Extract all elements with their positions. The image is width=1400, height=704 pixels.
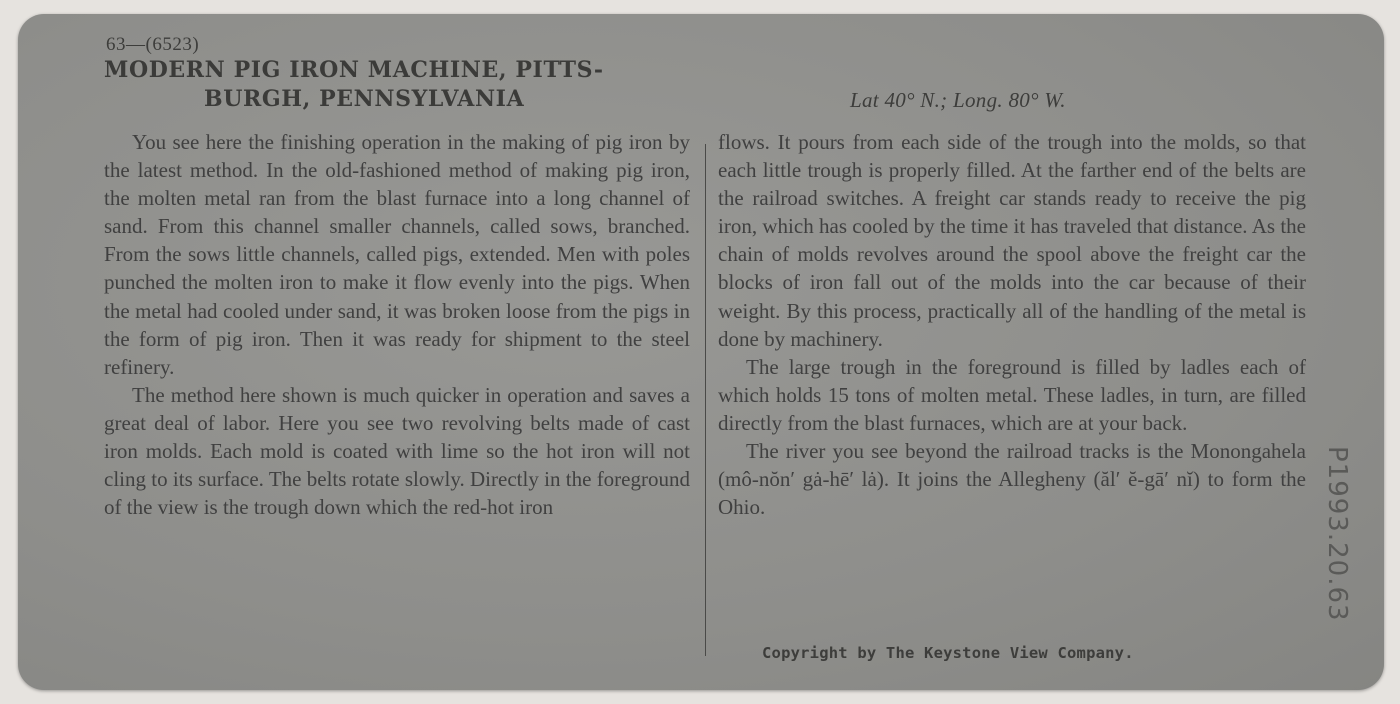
paragraph: The large trough in the foreground is filled by ladles each of which holds 15 tons of molten metal. These ladles, in turn, are filled directly from the blast furnaces, which are at your back. [718,354,1306,435]
coordinates: Lat 40° N.; Long. 80° W. [850,88,1066,112]
paragraph: The method here shown is much quicker in operation and saves a great deal of labor. Here you see two revolving belts made of cast iron molds. Each mold is coated with lime so the hot iron will not cling to its surface. The belts rotate slowly. Directly in the foreground of the view is the trough down which the red-hot iron [104,382,690,520]
paragraph: flows. It pours from each side of the trough into the molds, so that each little trough is properly filled. At the farther end of the belts are the railroad switches. A freight car stands ready to receive the pig iron, which has cooled by the time it has traveled that distance. As the chain of molds revolves around the spool above the freight car the blocks of iron fall out of the molds into the car because of their weight. By this process, practically all of the handling of the metal is done by machinery. [718,130,1306,351]
left-text-column [104,128,690,521]
right-text-column [718,128,1306,521]
column-divider [705,144,706,656]
paragraph: You see here the finishing operation in the making of pig iron by the latest method. In the old-fashioned method of making pig iron, the molten metal ran from the blast furnace into a long channel of sand. From this channel smaller channels, called sows, branched. From the sows little channels, called pigs, extended. Men with poles punched the molten iron to make it flow evenly into the pigs. When the metal had cooled under sand, it was broken loose from the pigs in the form of pig iron. Then it was ready for shipment to the steel refinery. [104,130,690,379]
title-line-1: MODERN PIG IRON MACHINE, PITTS- [104,57,604,83]
copyright-line: Copyright by The Keystone View Company. [762,644,1134,662]
accession-number: P1993.20.63 [1322,446,1352,622]
paragraph: The river you see beyond the railroad tracks is the Monongahela (mô-nŏn′ gȧ-hē′ lȧ). It joins the Allegheny (ăl′ ĕ-gā′ nĭ) to form the Ohio. [718,439,1306,520]
catalog-number: 63—(6523) [106,34,200,55]
title-line-2: BURGH, PENNSYLVANIA [204,86,525,112]
card-title [104,56,694,114]
